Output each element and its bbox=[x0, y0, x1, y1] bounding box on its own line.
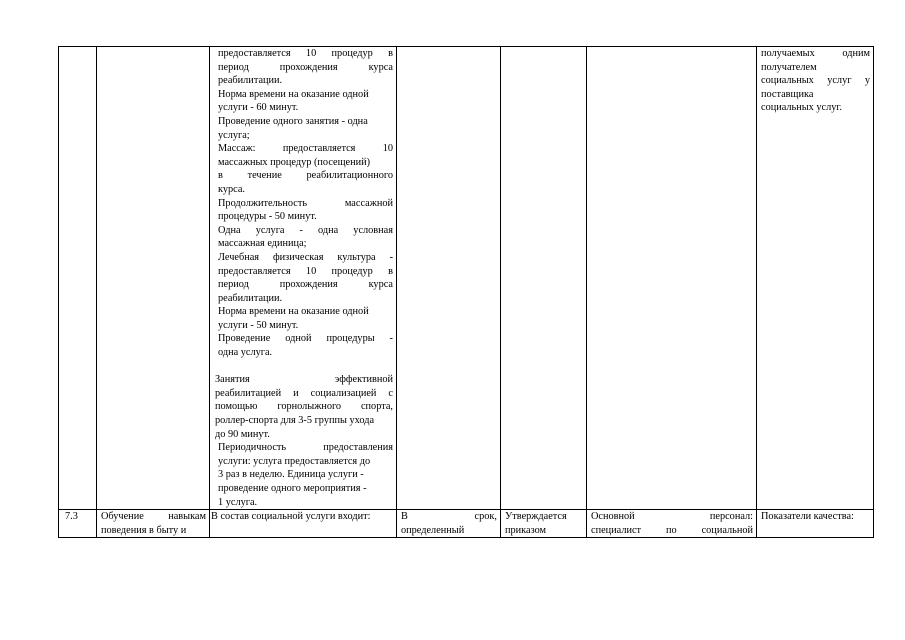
service-composition: В состав социальной услуги входит: bbox=[210, 510, 397, 538]
service-name-line-2: поведения в быту и bbox=[101, 524, 187, 536]
service-term bbox=[397, 510, 501, 538]
service-term-line-2: определенный bbox=[401, 524, 465, 536]
c3p3-line: проведение одного мероприятия - bbox=[218, 483, 367, 494]
c3p1-line: предоставляется 10 процедур в bbox=[218, 265, 393, 277]
service-name-line-1: Обучение навыкам bbox=[101, 511, 206, 523]
c3p1-line: период прохождения курса bbox=[218, 61, 393, 73]
service-tariff-line-2: приказом bbox=[505, 524, 547, 536]
service-term-line-1: В срок, bbox=[401, 511, 497, 523]
c3p1-line: массажная единица; bbox=[218, 238, 307, 250]
c3p1-line: массажных процедур (посещений) bbox=[218, 156, 371, 168]
service-tariff-line-1: Утверждается bbox=[505, 511, 567, 523]
c3p3-line: услуги: услуга предоставляется до bbox=[218, 455, 371, 467]
c3p1-line: предоставляется 10 процедур в bbox=[218, 48, 393, 59]
cell-tariff bbox=[501, 47, 587, 510]
table-row-7-3 bbox=[59, 510, 874, 538]
c3p1-line: период прохождения курса bbox=[218, 279, 393, 291]
c3p2-line: реабилитацией и социализацией с bbox=[215, 387, 393, 399]
c8-line: получаемых одним bbox=[761, 48, 870, 59]
description-block-sport bbox=[214, 373, 393, 441]
c3p1-line: услуги - 60 минут. bbox=[218, 102, 299, 114]
cell-quality bbox=[757, 47, 874, 510]
services-table bbox=[58, 46, 874, 538]
c3p3-line: Периодичность предоставления bbox=[218, 442, 393, 454]
c8-line: поставщика bbox=[761, 88, 814, 100]
c3p1-line: услуга; bbox=[218, 129, 250, 141]
c3p1-line: Норма времени на оказание одной bbox=[218, 306, 369, 318]
description-block-procedures bbox=[214, 47, 393, 360]
service-name bbox=[97, 510, 210, 538]
c3p2-line: помощью горнолыжного спорта, bbox=[215, 401, 393, 413]
c8-line: получателем bbox=[761, 61, 817, 73]
row-number: 7.3 bbox=[59, 510, 97, 538]
c3p1-line: в течение реабилитационного bbox=[218, 170, 393, 182]
cell-service-description bbox=[210, 47, 397, 510]
service-personnel-line-2: специалист по социальной bbox=[591, 524, 753, 536]
service-personnel-line-1: Основной персонал: bbox=[591, 511, 753, 523]
c3p1-line: Одна услуга - одна условная bbox=[218, 224, 393, 236]
service-personnel bbox=[587, 510, 757, 538]
c3p1-line: курса. bbox=[218, 183, 245, 195]
c3p1-line: Лечебная физическая культура - bbox=[218, 251, 393, 263]
cell-personnel bbox=[587, 47, 757, 510]
c3p3-line: 3 раз в неделю. Единица услуги - bbox=[218, 469, 364, 481]
c3p1-line: реабилитации. bbox=[218, 75, 283, 87]
cell-service-name bbox=[97, 47, 210, 510]
table-row-continued bbox=[59, 47, 874, 510]
c3p1-line: Проведение одной процедуры - bbox=[218, 333, 393, 345]
c3p1-line: одна услуга. bbox=[218, 347, 273, 359]
c3p1-line: Проведение одного занятия - одна bbox=[218, 115, 368, 127]
quality-indicators-text bbox=[761, 47, 870, 115]
description-block-periodicity bbox=[214, 441, 393, 509]
c3p1-line: Продолжительность массажной bbox=[218, 197, 393, 209]
c3p2-line: роллер-спорта для 3-5 группы ухода bbox=[215, 415, 375, 427]
c3p1-line: Норма времени на оказание одной bbox=[218, 88, 369, 100]
c3p1-line: услуги - 50 минут. bbox=[218, 319, 299, 331]
c3p1-line: процедуры - 50 минут. bbox=[218, 211, 317, 223]
c3p1-line: Массаж: предоставляется 10 bbox=[218, 143, 393, 155]
c8-line: социальных услуг. bbox=[761, 102, 843, 114]
c3p2-line: Занятия эффективной bbox=[215, 374, 393, 386]
service-tariff bbox=[501, 510, 587, 538]
c3p3-line: 1 услуга. bbox=[218, 496, 258, 508]
cell-number bbox=[59, 47, 97, 510]
cell-term bbox=[397, 47, 501, 510]
c3p1-line: реабилитации. bbox=[218, 292, 283, 304]
c3p2-line: до 90 минут. bbox=[215, 428, 270, 440]
service-quality: Показатели качества: bbox=[757, 510, 874, 538]
c8-line: социальных услуг у bbox=[761, 75, 870, 87]
